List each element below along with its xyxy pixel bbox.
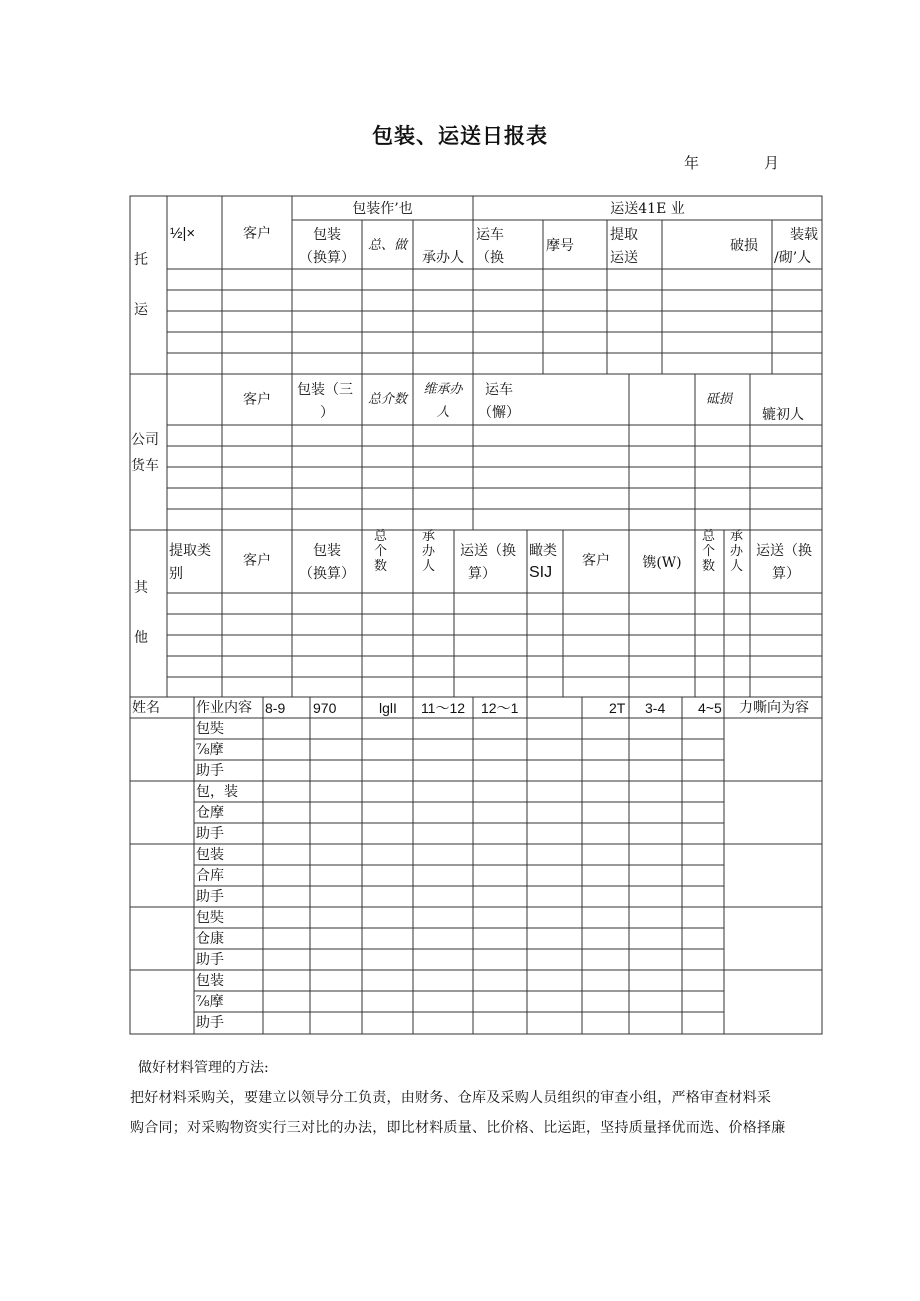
schedule-row-label: 仓康 bbox=[196, 931, 224, 947]
schedule-row-label: 包，装 bbox=[196, 784, 238, 800]
schedule-row-label: 助手 bbox=[196, 1015, 224, 1031]
group-header-ship: 运送41E 业 bbox=[610, 201, 685, 217]
company-header-loader: 辘初人 bbox=[762, 407, 804, 423]
schedule-row-label: ⅞摩 bbox=[196, 994, 224, 1010]
schedule-row-label: 包奘 bbox=[196, 721, 224, 737]
header-load-a: 装载 bbox=[790, 227, 818, 243]
group-header-pack: 包装作’也 bbox=[352, 201, 413, 217]
schedule-header-time-1: 8-9 bbox=[265, 700, 286, 716]
schedule-row-label: 助手 bbox=[196, 826, 224, 842]
section-tuoyun-label-bottom: 运 bbox=[134, 302, 148, 318]
header-pack-b: （换算） bbox=[299, 250, 355, 266]
header-pick-a: 提取 bbox=[610, 227, 638, 243]
header-load-b: /砌’人 bbox=[774, 250, 812, 266]
other-header-total2: 总个数 bbox=[702, 529, 716, 574]
schedule-header-name: 姓名 bbox=[132, 700, 160, 716]
company-header-pack-a: 包装（三 bbox=[297, 382, 353, 398]
other-header-type-a: 瞰类 bbox=[529, 543, 557, 559]
section-company-label-b: 货车 bbox=[131, 458, 159, 474]
company-header-pack-b: ） bbox=[320, 405, 334, 421]
header-pick-b: 运送 bbox=[610, 250, 638, 266]
date-year: 年 bbox=[684, 154, 700, 172]
other-header-handler2: 承办人 bbox=[730, 529, 744, 574]
other-header-pack-a: 包装 bbox=[313, 543, 341, 559]
schedule-header-task: 作业内容 bbox=[196, 700, 252, 716]
header-total: 总、做 bbox=[367, 238, 407, 253]
paragraph-line-1: 把好材料采购关，要建立以领导分工负责，由财务、仓库及采购人员组织的审查小组，严格审查材料采 bbox=[130, 1090, 772, 1106]
other-header-ship2-a: 运送（换 bbox=[756, 543, 812, 559]
other-header-type-b: SIJ bbox=[529, 564, 553, 581]
schedule-row-label: 助手 bbox=[196, 889, 224, 905]
schedule-header-time-9: 4~5 bbox=[698, 700, 722, 716]
header-mohao: 摩号 bbox=[546, 238, 574, 254]
other-header-weight: 镌(W) bbox=[642, 555, 682, 571]
page-title: 包装、运送日报表 bbox=[372, 124, 548, 148]
header-damage: 破损 bbox=[730, 238, 758, 254]
company-header-customer: 客户 bbox=[243, 392, 271, 408]
section-company-label-a: 公司 bbox=[131, 432, 159, 448]
schedule-row-label: 助手 bbox=[196, 952, 224, 968]
other-header-ship-b: 算） bbox=[468, 566, 496, 582]
other-header-pack-b: （换算） bbox=[299, 566, 355, 582]
other-header-pick-b: 别 bbox=[169, 566, 183, 582]
company-header-truck-b: （懈） bbox=[478, 405, 520, 421]
date-month: 月 bbox=[764, 154, 780, 172]
schedule-row-label: ⅞摩 bbox=[196, 742, 224, 758]
section-tuoyun-label-top: 托 bbox=[134, 252, 148, 268]
company-header-total: 总介数 bbox=[367, 392, 407, 407]
header-customer: 客户 bbox=[243, 226, 271, 242]
schedule-header-time-5: 12～1 bbox=[481, 700, 519, 716]
schedule-header-last: 力嘶向为容 bbox=[739, 700, 809, 716]
section-other-label-a: 其 bbox=[134, 580, 148, 596]
paragraph-heading: 做好材料管理的方法: bbox=[138, 1060, 269, 1076]
header-pack-a: 包装 bbox=[313, 227, 341, 243]
schedule-row-label: 助手 bbox=[196, 763, 224, 779]
schedule-header-time-8: 3-4 bbox=[645, 700, 666, 716]
other-header-customer2: 客户 bbox=[582, 553, 610, 569]
schedule-header-time-4: 11～12 bbox=[420, 700, 466, 716]
schedule-row-label: 包装 bbox=[196, 973, 224, 989]
schedule-header-time-2: 970 bbox=[313, 700, 337, 716]
company-header-damage: 砥损 bbox=[706, 392, 733, 407]
schedule-row-label: 包奘 bbox=[196, 910, 224, 926]
schedule-row-label: 仓摩 bbox=[196, 805, 224, 821]
other-header-ship2-b: 算） bbox=[772, 566, 800, 582]
header-col1: ½|× bbox=[170, 225, 196, 242]
header-truck-b: （换 bbox=[476, 250, 504, 266]
schedule-header-time-3: lglI bbox=[379, 700, 397, 716]
other-header-handler: 承办人 bbox=[422, 529, 436, 574]
header-truck-a: 运车 bbox=[476, 227, 504, 243]
paragraph-line-2: 购合同；对采购物资实行三对比的办法，即比材料质量、比价格、比运距，坚持质量择优而选、价格择廉 bbox=[130, 1120, 786, 1136]
company-header-handler-a: 维承办 bbox=[423, 382, 463, 397]
other-header-total: 总个数 bbox=[374, 529, 388, 574]
header-handler: 承办人 bbox=[422, 250, 464, 266]
company-header-handler-b: 人 bbox=[436, 405, 450, 420]
other-header-customer: 客户 bbox=[243, 553, 271, 569]
schedule-row-label: 包装 bbox=[196, 847, 224, 863]
company-header-truck-a: 运车 bbox=[485, 382, 513, 398]
other-header-pick-a: 提取类 bbox=[169, 543, 211, 559]
section-other-label-b: 他 bbox=[134, 630, 148, 646]
schedule-row-label: 合库 bbox=[196, 868, 224, 884]
schedule-header-time-7: 2T bbox=[609, 700, 626, 716]
other-header-ship-a: 运送（换 bbox=[460, 543, 516, 559]
